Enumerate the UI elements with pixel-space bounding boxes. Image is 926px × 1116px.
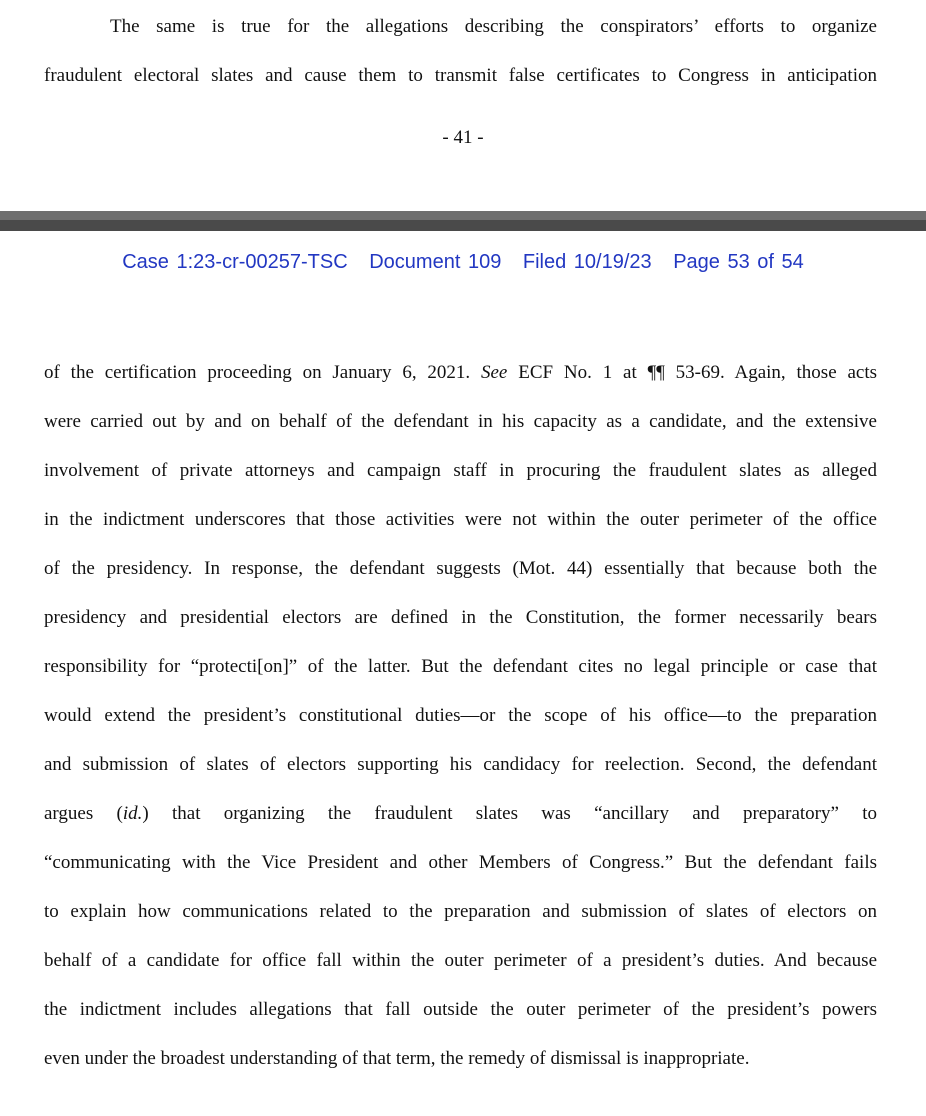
filed-date: Filed 10/19/23 — [522, 251, 652, 273]
paragraph-line: would extend the president’s constitutional duties—or the scope of his office—to the preparation — [44, 705, 877, 726]
paragraph-line: involvement of private attorneys and campaign staff in procuring the fraudulent slates as alleged — [44, 460, 877, 481]
page-separator — [0, 211, 926, 231]
paragraph-line: even under the broadest understanding of that term, the remedy of dismissal is inappropriate. — [44, 1048, 750, 1069]
top-paragraph — [44, 2, 877, 100]
paragraph-line: and submission of slates of electors supporting his candidacy for reelection. Second, the defendant — [44, 754, 877, 775]
italic-citation: See — [481, 362, 508, 383]
body-paragraph — [44, 348, 877, 1083]
italic-citation: id. — [122, 803, 143, 824]
paragraph-line: in the indictment underscores that those activities were not within the outer perimeter of the office — [44, 509, 877, 530]
paragraph-line: “communicating with the Vice President and other Members of Congress.” But the defendant fails — [44, 852, 877, 873]
page-indicator: Page 53 of 54 — [673, 251, 804, 273]
paragraph-line — [44, 789, 877, 838]
case-header — [0, 251, 926, 274]
paragraph-line: presidency and presidential electors are defined in the Constitution, the former necessarily bears — [44, 607, 877, 628]
paragraph-line: the indictment includes allegations that fall outside the outer perimeter of the president’s powers — [44, 999, 877, 1020]
paragraph-line: The same is true for the allegations describing the conspirators’ efforts to organize — [110, 16, 877, 37]
text-run: argues ( — [44, 803, 123, 824]
document-number: Document 109 — [369, 251, 502, 273]
paragraph-line: were carried out by and on behalf of the defendant in his capacity as a candidate, and the extensive — [44, 411, 877, 432]
paragraph-line: behalf of a candidate for office fall within the outer perimeter of a president’s duties. And because — [44, 950, 877, 971]
text-run: of the certification proceeding on January 6, 2021. — [44, 362, 481, 383]
case-number: Case 1:23-cr-00257-TSC — [122, 251, 348, 273]
page-number: - 41 - — [442, 127, 484, 148]
paragraph-line: responsibility for “protecti[on]” of the latter. But the defendant cites no legal principle or case that — [44, 656, 877, 677]
paragraph-line: fraudulent electoral slates and cause them to transmit false certificates to Congress in anticipation — [44, 65, 877, 86]
paragraph-line — [44, 348, 877, 397]
text-run: ECF No. 1 at ¶¶ 53-69. Again, those acts — [507, 362, 877, 383]
paragraph-line: to explain how communications related to the preparation and submission of slates of electors on — [44, 901, 877, 922]
text-run: ) that organizing the fraudulent slates was “ancillary and preparatory” to — [142, 803, 877, 824]
paragraph-line: of the presidency. In response, the defendant suggests (Mot. 44) essentially that because both the — [44, 558, 877, 579]
